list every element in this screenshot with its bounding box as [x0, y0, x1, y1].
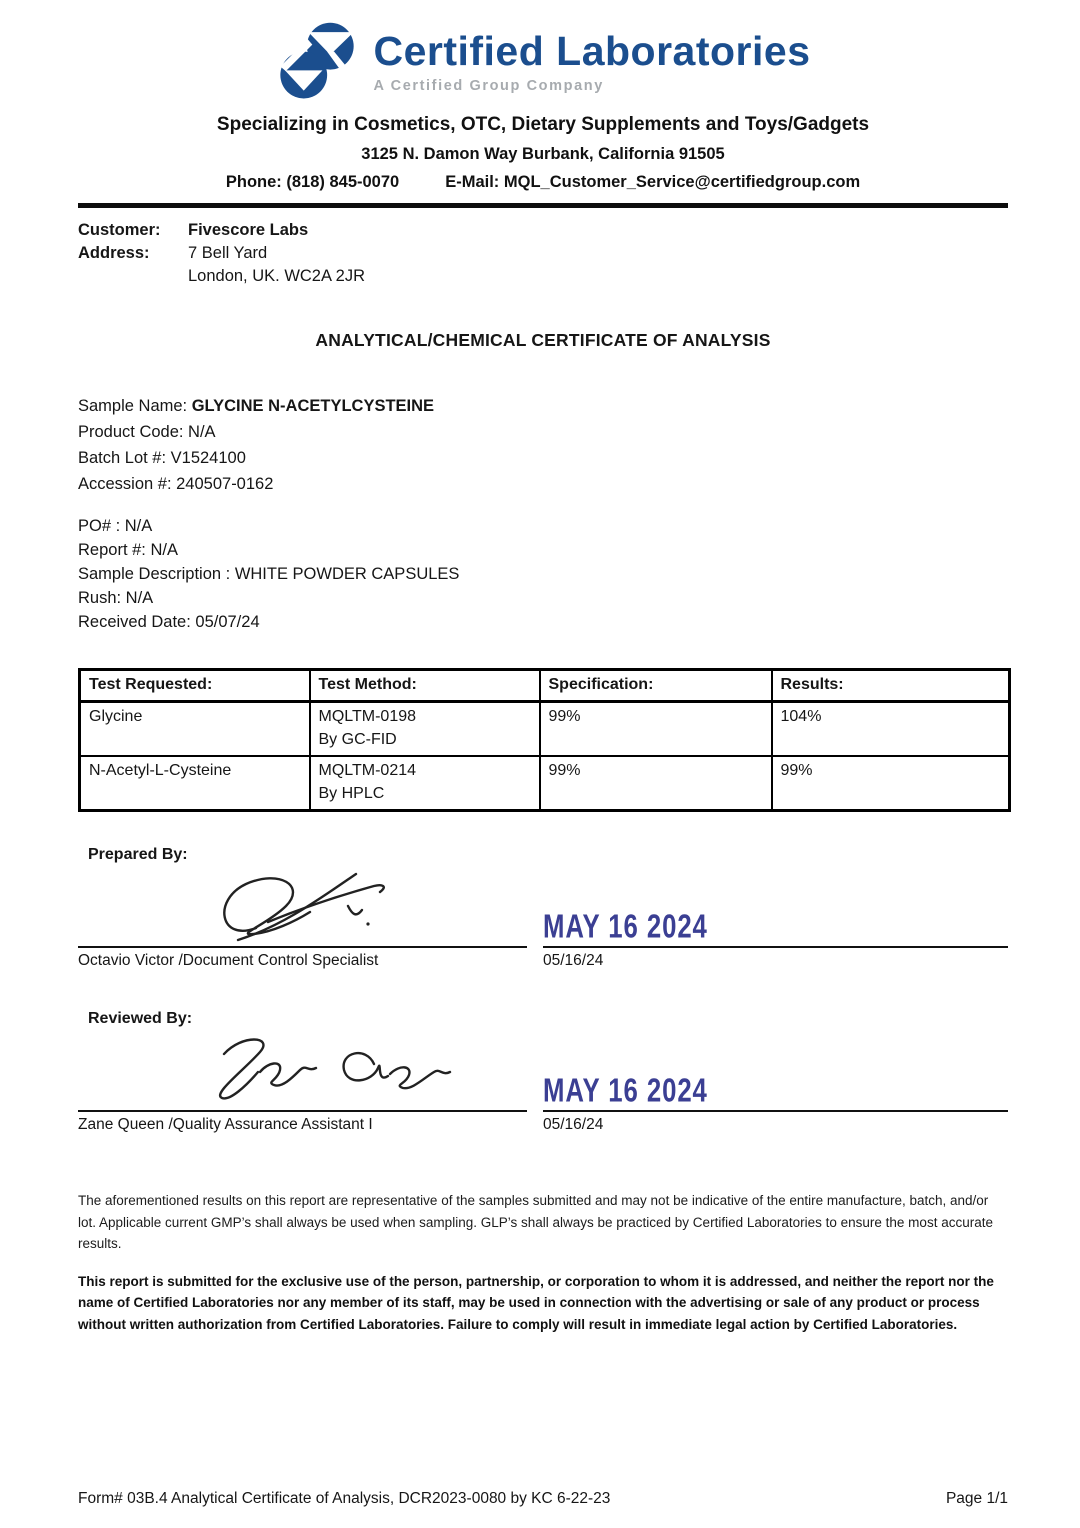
- order-info-block: [78, 514, 1008, 634]
- reviewed-signature-image: [198, 1028, 508, 1104]
- col-test-method: Test Method:: [310, 670, 540, 702]
- method-code: MQLTM-0198: [318, 708, 417, 725]
- reviewed-by-label: Reviewed By:: [88, 1010, 193, 1027]
- table-row: [80, 702, 1010, 757]
- col-test-requested: Test Requested:: [80, 670, 310, 702]
- date-stamp: MAY 16 2024: [543, 908, 708, 945]
- address-line1: 7 Bell Yard: [188, 244, 268, 262]
- prepared-date: 05/16/24: [543, 946, 1008, 970]
- col-specification: Specification:: [540, 670, 772, 702]
- date-stamp: MAY 16 2024: [543, 1072, 708, 1109]
- received-date-line: Received Date: 05/07/24: [78, 613, 260, 631]
- cell-spec: 99%: [540, 702, 772, 757]
- table-row: [80, 756, 1010, 811]
- header-address: 3125 N. Damon Way Burbank, California 91505: [361, 145, 725, 163]
- logo: [78, 22, 1008, 100]
- header-contact: [78, 173, 1008, 192]
- prepared-by-label: Prepared By:: [88, 846, 188, 863]
- sample-description-line: Sample Description : WHITE POWDER CAPSULES: [78, 565, 460, 583]
- product-code-line: Product Code: N/A: [78, 423, 216, 441]
- report-line: Report #: N/A: [78, 541, 178, 559]
- disclaimer-results: The aforementioned results on this report are representative of the samples submitted and may not be indicative of the entire manufacture, batch, and/or lot. Applicable current GMP’s shall always be used when sampling. GLP’s shall always be practiced by Certified Laboratories to ensure the most accurate results.: [78, 1193, 993, 1251]
- address-label: Address:: [78, 244, 150, 262]
- page-footer: [78, 1490, 1008, 1508]
- results-table: [78, 668, 1011, 812]
- prepared-by-section: [78, 846, 1008, 970]
- sample-name-label: Sample Name:: [78, 397, 192, 415]
- address-line2: London, UK. WC2A 2JR: [188, 267, 366, 285]
- header-divider: [78, 203, 1008, 208]
- prepared-signature-image: [198, 866, 488, 944]
- customer-label: Customer:: [78, 221, 161, 239]
- customer-name: Fivescore Labs: [188, 221, 309, 239]
- sample-info-block: [78, 393, 1008, 497]
- sample-name-line: [78, 393, 1008, 419]
- table-header-row: [80, 670, 1010, 702]
- col-results: Results:: [772, 670, 1010, 702]
- batch-lot-line: Batch Lot #: V1524100: [78, 449, 246, 467]
- cell-test: Glycine: [80, 702, 310, 757]
- cell-spec: 99%: [540, 756, 772, 811]
- reviewed-date: 05/16/24: [543, 1110, 1008, 1134]
- cell-result: 99%: [772, 756, 1010, 811]
- po-line: PO# : N/A: [78, 517, 153, 535]
- method-code: MQLTM-0214: [318, 762, 417, 779]
- cell-result: 104%: [772, 702, 1010, 757]
- reviewed-name-title: Zane Queen /Quality Assurance Assistant I: [78, 1110, 527, 1134]
- certified-laboratories-logo-icon: [275, 22, 359, 100]
- logo-wordmark: Certified Laboratories: [373, 28, 811, 74]
- cell-method: [310, 756, 540, 811]
- disclaimer-legal: This report is submitted for the exclusive use of the person, partnership, or corporation to whom it is addressed, and neither the report nor the name of Certified Laboratories nor any member of its staff, may be used in connection with the advertising or sale of any product or process without written authorization from Certified Laboratories. Failure to comply will result in immediate legal action by Certified Laboratories.: [78, 1273, 994, 1332]
- cell-test: N-Acetyl-L-Cysteine: [80, 756, 310, 811]
- header-phone: Phone: (818) 845-0070: [225, 173, 400, 191]
- document-title: ANALYTICAL/CHEMICAL CERTIFICATE OF ANALYSIS: [315, 330, 771, 350]
- method-by: By GC-FID: [318, 731, 397, 748]
- cell-method: [310, 702, 540, 757]
- method-by: By HPLC: [318, 785, 385, 802]
- accession-line: Accession #: 240507-0162: [78, 475, 274, 493]
- reviewed-by-section: [78, 1010, 1008, 1134]
- logo-tagline: A Certified Group Company: [373, 78, 604, 94]
- footer-page-number: Page 1/1: [945, 1490, 1008, 1507]
- header-email: E-Mail: MQL_Customer_Service@certifiedgroup.com: [445, 173, 861, 191]
- sample-name-value: GLYCINE N-ACETYLCYSTEINE: [191, 397, 435, 415]
- customer-block: [78, 219, 1008, 288]
- rush-line: Rush: N/A: [78, 589, 154, 607]
- prepared-name-title: Octavio Victor /Document Control Specialist: [78, 946, 527, 970]
- footer-form-number: Form# 03B.4 Analytical Certificate of Analysis, DCR2023-0080 by KC 6-22-23: [78, 1490, 611, 1507]
- header-specialization: Specializing in Cosmetics, OTC, Dietary Supplements and Toys/Gadgets: [216, 114, 870, 135]
